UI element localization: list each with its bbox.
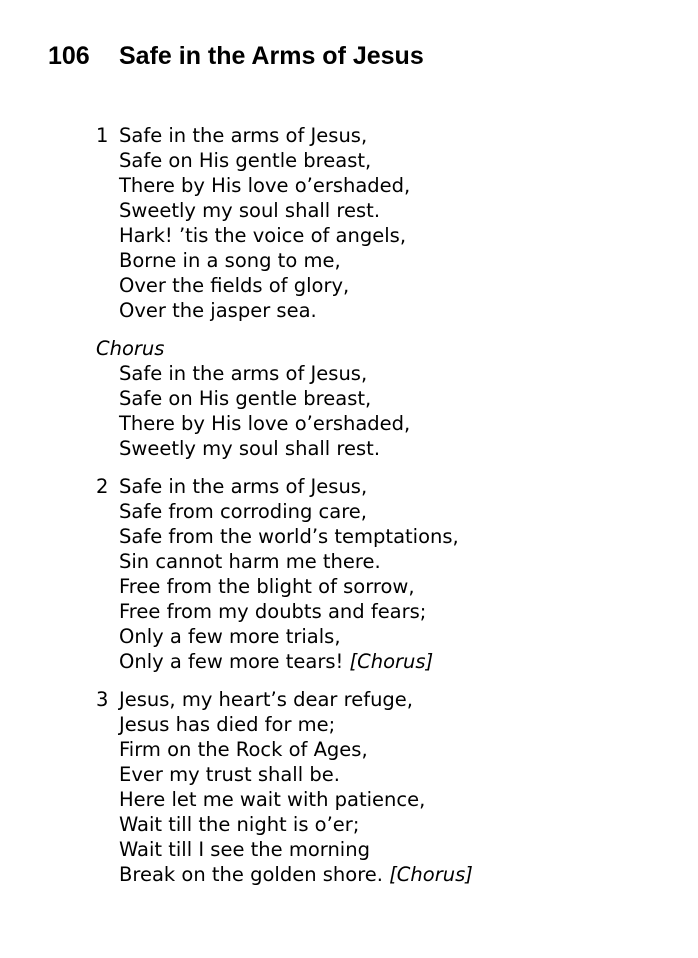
verse-line: Wait till the night is o’er;	[119, 813, 360, 836]
verse-line: There by His love o’ershaded,	[119, 174, 411, 197]
chorus-lines	[96, 361, 473, 461]
chorus-line: Sweetly my soul shall rest.	[119, 437, 381, 460]
verse-line: Free from my doubts and fears;	[119, 600, 427, 623]
verse-line: Safe from corroding care,	[119, 500, 367, 523]
verse-line: Free from the blight of sorrow,	[119, 575, 415, 598]
verse-line: Firm on the Rock of Ages,	[119, 738, 368, 761]
verse-line: Safe in the arms of Jesus,	[119, 124, 368, 147]
stanza-number: 3	[96, 688, 109, 711]
stanza-number: 1	[96, 124, 109, 147]
hymn-body	[96, 123, 473, 900]
verse-line: Ever my trust shall be.	[119, 763, 340, 786]
verse-line: Jesus has died for me;	[119, 713, 336, 736]
hymn-header	[48, 40, 424, 72]
verse-line: Safe in the arms of Jesus,	[119, 475, 368, 498]
verse-line: Borne in a song to me,	[119, 249, 341, 272]
verse-line: Wait till I see the morning	[119, 838, 370, 861]
verse-line	[119, 862, 473, 887]
verse-line: Here let me wait with patience,	[119, 788, 426, 811]
verse-line: Hark! ’tis the voice of angels,	[119, 224, 407, 247]
verse-line: Jesus, my heart’s dear refuge,	[119, 688, 414, 711]
chorus-line: Safe on His gentle breast,	[119, 387, 372, 410]
stanza-3	[96, 687, 473, 887]
verse-line: Over the jasper sea.	[119, 299, 317, 322]
stanza-1	[96, 123, 473, 323]
stanza-2	[96, 474, 473, 674]
hymn-title: Safe in the Arms of Jesus	[119, 42, 424, 70]
verse-line: Only a few more trials,	[119, 625, 341, 648]
stanza-number: 2	[96, 475, 109, 498]
chorus-line: There by His love o’ershaded,	[119, 412, 411, 435]
verse-line-text: Only a few more tears!	[119, 650, 344, 673]
verse-line: Safe on His gentle breast,	[119, 149, 372, 172]
verse-line: Safe from the world’s temptations,	[119, 525, 459, 548]
hymn-number: 106	[48, 42, 90, 70]
verse-line-text: Break on the golden shore.	[119, 863, 383, 886]
chorus-reference: [Chorus]	[389, 863, 473, 886]
verse-line	[119, 649, 473, 674]
verse-line: Over the fields of glory,	[119, 274, 350, 297]
chorus	[96, 336, 473, 461]
chorus-reference: [Chorus]	[349, 650, 434, 673]
verse-line: Sweetly my soul shall rest.	[119, 199, 381, 222]
verse-line: Sin cannot harm me there.	[119, 550, 381, 573]
chorus-line: Safe in the arms of Jesus,	[119, 362, 368, 385]
chorus-label: Chorus	[96, 337, 165, 360]
